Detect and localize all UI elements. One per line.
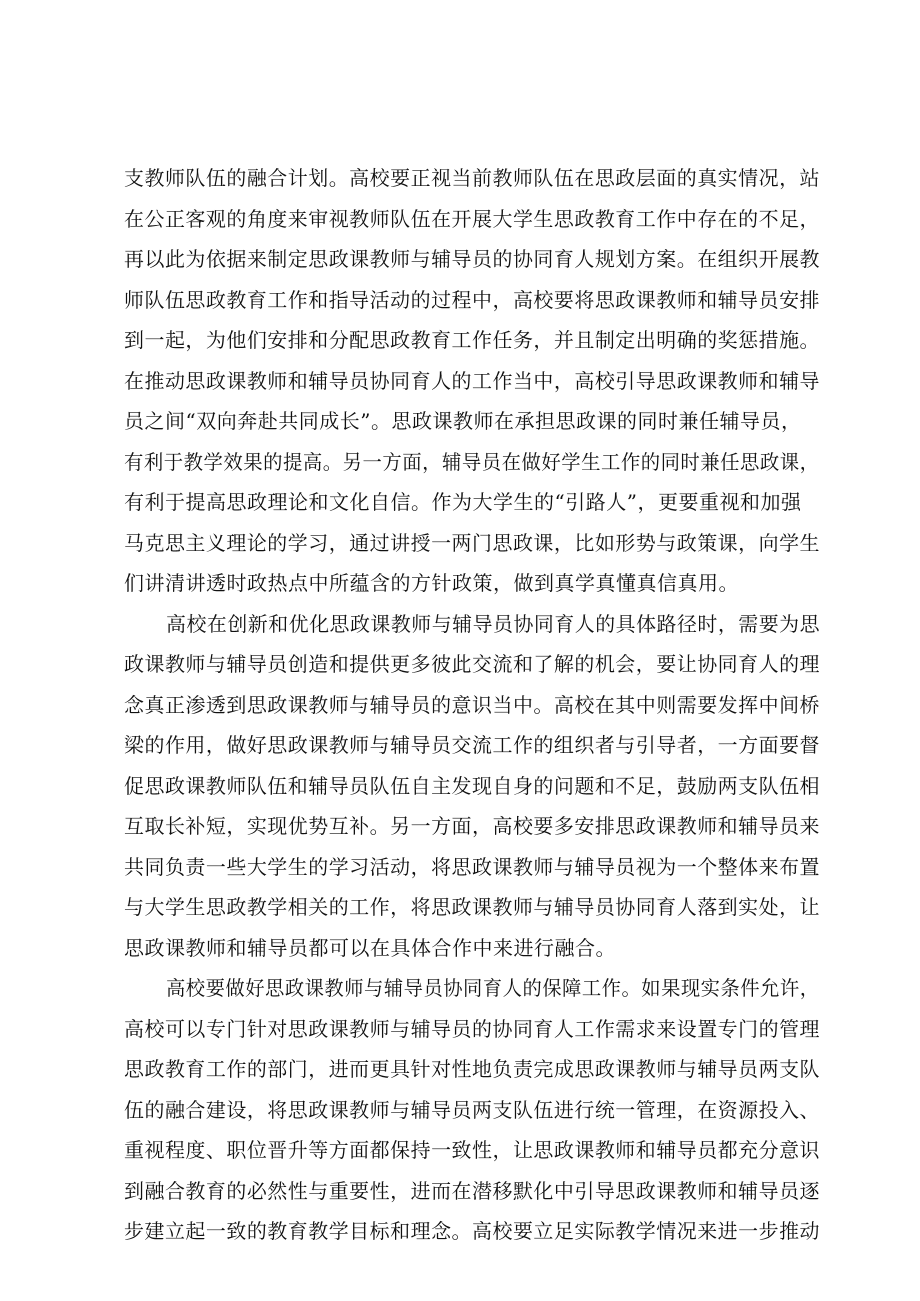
paragraph-3-line-2: 高校可以专门针对思政课教师与辅导员的协同育人工作需求来设置专门的管理 [124,1017,821,1041]
paragraph-1-line-5: 到一起，为他们安排和分配思政教育工作任务，并且制定出明确的奖惩措施。 [124,328,821,352]
paragraph-1-line-10: 马克思主义理论的学习，通过讲授一两门思政课，比如形势与政策课，向学生 [124,531,821,555]
paragraph-1-line-6: 在推动思政课教师和辅导员协同育人的工作当中，高校引导思政课教师和辅导 [124,369,821,393]
paragraph-2-line-1: 高校在创新和优化思政课教师与辅导员协同育人的具体路径时，需要为思 [166,612,821,636]
paragraph-2-line-4: 梁的作用，做好思政课教师与辅导员交流工作的组织者与引导者，一方面要督 [124,733,821,757]
paragraph-3-line-7: 步建立起一致的教育教学目标和理念。高校要立足实际教学情况来进一步推动 [124,1219,821,1243]
paragraph-1-line-11: 们讲清讲透时政热点中所蕴含的方针政策，做到真学真懂真信真用。 [124,571,739,595]
paragraph-2-line-7: 共同负责一些大学生的学习活动，将思政课教师与辅导员视为一个整体来布置 [124,855,821,879]
paragraph-3-line-1: 高校要做好思政课教师与辅导员协同育人的保障工作。如果现实条件允许， [166,976,820,1000]
paragraph-1-line-4: 师队伍思政教育工作和指导活动的过程中，高校要将思政课教师和辅导员安排 [124,288,821,312]
paragraph-1-line-8: 有利于教学效果的提高。另一方面，辅导员在做好学生工作的同时兼任思政课， [124,450,820,474]
paragraph-3-line-4: 伍的融合建设，将思政课教师与辅导员两支队伍进行统一管理，在资源投入、 [124,1098,821,1122]
paragraph-2-line-8: 与大学生思政教学相关的工作，将思政课教师与辅导员协同育人落到实处，让 [124,895,821,919]
paragraph-2-line-6: 互取长补短，实现优势互补。另一方面，高校要多安排思政课教师和辅导员来 [124,814,821,838]
paragraph-1-line-9: 有利于提高思政理论和文化自信。作为大学生的“引路人”，更要重视和加强 [124,490,802,514]
paragraph-1-line-1: 支教师队伍的融合计划。高校要正视当前教师队伍在思政层面的真实情况，站 [124,166,821,190]
paragraph-2-line-3: 念真正渗透到思政课教师与辅导员的意识当中。高校在其中则需要发挥中间桥 [124,693,821,717]
paragraph-2-line-2: 政课教师与辅导员创造和提供更多彼此交流和了解的机会，要让协同育人的理 [124,652,821,676]
paragraph-2-line-9: 思政课教师和辅导员都可以在具体合作中来进行融合。 [124,936,616,960]
paragraph-3-line-3: 思政教育工作的部门，进而更具针对性地负责完成思政课教师与辅导员两支队 [124,1057,821,1081]
paragraph-1-line-7: 员之间“双向奔赴共同成长”。思政课教师在承担思政课的同时兼任辅导员， [124,409,802,433]
paragraph-2-line-5: 促思政课教师队伍和辅导员队伍自主发现自身的问题和不足，鼓励两支队伍相 [124,774,821,798]
paragraph-1-line-3: 再以此为依据来制定思政课教师与辅导员的协同育人规划方案。在组织开展教 [124,247,821,271]
paragraph-3-line-6: 到融合教育的必然性与重要性，进而在潜移默化中引导思政课教师和辅导员逐 [124,1179,821,1203]
paragraph-1-line-2: 在公正客观的角度来审视教师队伍在开展大学生思政教育工作中存在的不足， [124,207,821,231]
paragraph-3-line-5: 重视程度、职位晋升等方面都保持一致性，让思政课教师和辅导员都充分意识 [124,1138,821,1162]
